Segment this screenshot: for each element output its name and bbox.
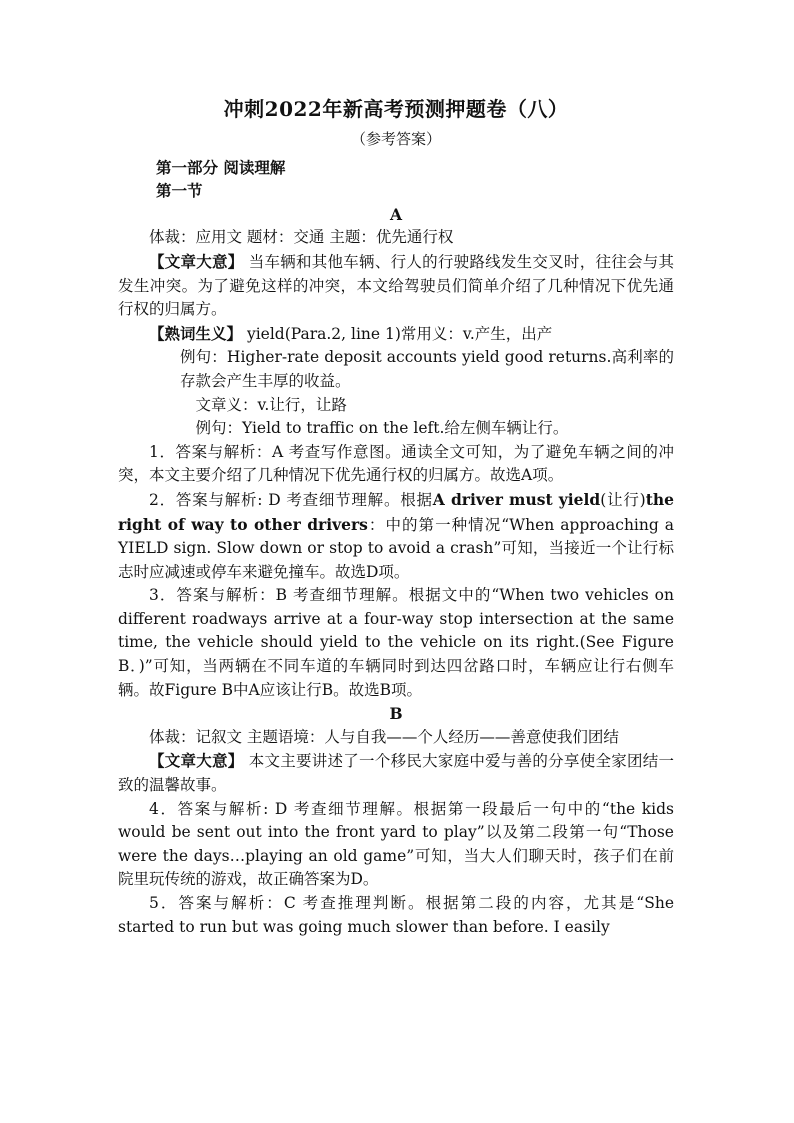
answer-2-pre: 2．答案与解析: D 考查细节理解。根据	[149, 490, 433, 509]
passage-a-summary	[118, 250, 674, 322]
document-content	[118, 94, 674, 939]
passage-a-genre: 体裁：应用文 题材：交通 主题：优先通行权	[149, 228, 454, 247]
answer-4: 4．答案与解析: D 考查细节理解。根据第一段最后一句中的“the kids would be sent out into the front yard to play”以及第二段第一句“Those were the days…playing an old game”可知，当大人们聊天时，孩子们在前院里玩传统的游戏，故正确答案为D。	[118, 799, 674, 889]
page-subtitle: （参考答案）	[350, 130, 441, 148]
summary-text-b: 本文主要讲述了一个移民大家庭中爱与善的分享使全家团结一致的温馨故事。	[118, 752, 674, 795]
answer-2-bold-1: A driver must yield	[432, 489, 601, 509]
vocab-text: yield(Para.2, line 1)常用义：v.产生，出产	[242, 324, 553, 343]
summary-label: 【文章大意】	[149, 251, 244, 271]
passage-b-summary	[118, 749, 674, 797]
passage-a-vocab	[118, 322, 674, 347]
part-heading: 第一部分 阅读理解	[156, 157, 286, 177]
text-meaning: 文章义：v.让行，让路	[195, 395, 347, 414]
answer-5: 5．答案与解析：C 考查推理判断。根据第二段的内容，尤其是“She started to run but was going much slower than before. I easily	[118, 894, 674, 936]
answer-2-bold-2: the right of way to other drivers	[118, 489, 674, 534]
vocab-label: 【熟词生义】	[149, 323, 243, 343]
passage-b-letter: B	[389, 704, 403, 724]
section-heading: 第一节	[156, 181, 203, 201]
passage-b-genre: 体裁：记叙文 主题语境：人与自我——个人经历——善意使我们团结	[149, 727, 619, 746]
answer-2	[118, 488, 674, 584]
answer-1: 1．答案与解析：A 考查写作意图。通读全文可知，为了避免车辆之间的冲突，本文主要介绍了几种情况下优先通行权的归属方。故选A项。	[118, 442, 674, 485]
summary-text: 当车辆和其他车辆、行人的行驶路线发生交叉时，往往会与其发生冲突。为了避免这样的冲突，本文给驾驶员们简单介绍了几种情况下优先通行权的归属方。	[118, 252, 674, 319]
example-sentence-2: 例句：Yield to traffic on the left.给左侧车辆让行。	[195, 419, 569, 438]
answer-2-post: ：中的第一种情况“When approaching a YIELD sign. Slow down or stop to avoid a crash”可知，当接近一个让行标志时应减速或停车来避免撞车。故选D项。	[118, 515, 674, 581]
summary-label-b: 【文章大意】	[149, 751, 244, 771]
page-title: 冲刺2022年新高考预测押题卷（八）	[223, 97, 569, 121]
passage-a-letter: A	[389, 204, 403, 224]
answer-2-mid: (让行)	[600, 490, 646, 509]
example-sentence-1: 例句：Higher-rate deposit accounts yield good returns.高利率的存款会产生丰厚的收益。	[180, 348, 674, 390]
answer-3: 3．答案与解析：B 考查细节理解。根据文中的“When two vehicles on different roadways arrive at a four-way stop intersection at the same time, the vehicle should yield to the vehicle on its right.(See Figure B．)”可知，当两辆在不同车道的车辆同时到达四岔路口时，车辆应让行右侧车辆。故Figure B中A应该让行B。故选B项。	[118, 586, 674, 699]
